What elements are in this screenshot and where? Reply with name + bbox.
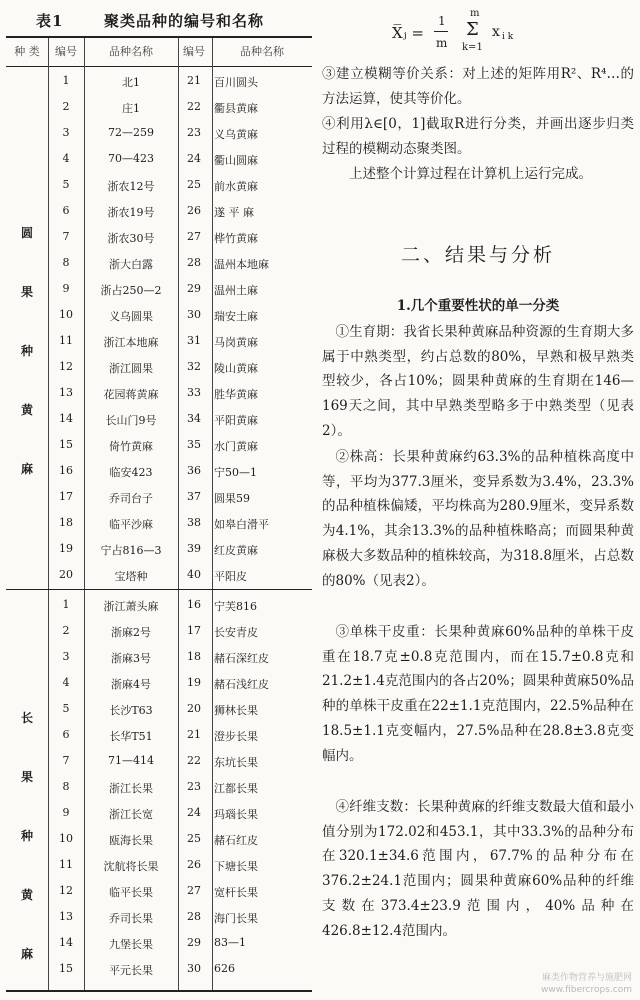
table-bottom-rule (6, 990, 312, 992)
variety-name: 长沙T63 (109, 704, 153, 717)
header-name-2: 品种名称 (240, 45, 284, 58)
variety-name: 赭石红皮 (214, 834, 258, 847)
variety-name: 倚竹黄麻 (109, 440, 153, 453)
variety-number: 4 (62, 676, 70, 689)
variety-number: 7 (62, 754, 70, 767)
table-row (48, 224, 312, 250)
formula-frac-num: 1 (438, 14, 446, 28)
variety-number: 30 (187, 962, 201, 975)
variety-name: 瑞安土麻 (214, 310, 258, 323)
table-number: 表1 (36, 12, 64, 30)
variety-number: 15 (59, 438, 73, 451)
variety-name: 如皋白滑平 (214, 518, 269, 531)
table-row (48, 826, 312, 852)
table-row (48, 644, 312, 670)
variety-name: 遂 平 麻 (214, 206, 254, 219)
variety-name: 花园蒋黄麻 (103, 388, 159, 401)
variety-name: 胜华黄麻 (214, 388, 258, 401)
variety-number: 3 (62, 126, 70, 139)
table-row (48, 328, 312, 354)
variety-number: 6 (62, 728, 70, 741)
group-long-fruit (6, 592, 312, 988)
variety-number: 8 (62, 780, 70, 793)
variety-number: 35 (187, 438, 201, 451)
table-row (48, 748, 312, 774)
variety-number: 40 (187, 568, 201, 581)
variety-number: 34 (187, 412, 201, 425)
variety-number: 36 (187, 464, 201, 477)
variety-number: 39 (187, 542, 201, 555)
variety-name: 72—259 (108, 126, 154, 139)
table-row (48, 852, 312, 878)
variety-name: 沈航将长果 (103, 860, 159, 873)
variety-number: 6 (62, 204, 70, 217)
variety-name: 义乌圆果 (109, 310, 153, 323)
variety-name: 赭石深红皮 (214, 652, 269, 665)
variety-number: 17 (187, 624, 201, 637)
variety-name: 水门黄麻 (214, 440, 258, 453)
header-name-1: 品种名称 (109, 45, 153, 58)
formula-frac-bar (434, 31, 448, 32)
text-column (322, 0, 634, 1000)
table-row (48, 722, 312, 748)
table-row (48, 774, 312, 800)
variety-name: 70—423 (108, 152, 154, 165)
table-row (48, 380, 312, 406)
group-label-char: 黄 (20, 403, 33, 417)
table-title: 聚类品种的编号和名称 (104, 12, 265, 30)
table-row (48, 618, 312, 644)
variety-number: 32 (187, 360, 201, 373)
variety-name: 百川圆头 (214, 76, 258, 89)
table-caption (6, 10, 312, 32)
header-type: 种 类 (14, 45, 40, 58)
table-row (48, 120, 312, 146)
variety-number: 29 (187, 282, 201, 295)
variety-name: 浙江圆果 (109, 362, 153, 375)
formula-sum-bottom: k=1 (462, 42, 483, 53)
group-label-char: 麻 (20, 947, 33, 961)
variety-name: 长山门9号 (105, 414, 157, 427)
table-row (48, 172, 312, 198)
variety-number: 9 (62, 282, 70, 295)
variety-number: 19 (187, 676, 201, 689)
variety-number: 17 (59, 490, 73, 503)
variety-name: 赭石浅红皮 (214, 678, 269, 691)
variety-number: 27 (187, 230, 201, 243)
table-row (48, 406, 312, 432)
variety-number: 14 (59, 936, 73, 949)
variety-name: 玛瑙长果 (214, 808, 258, 821)
header-rule (6, 66, 312, 67)
variety-name: 江都长果 (214, 782, 258, 795)
variety-number: 12 (59, 360, 73, 373)
table-row (48, 276, 312, 302)
group-label-char: 麻 (20, 462, 33, 476)
variety-name: 温州土麻 (214, 284, 258, 297)
variety-name: 平元长果 (109, 964, 153, 977)
group-label-char: 果 (20, 285, 33, 299)
group-label-char: 种 (20, 829, 33, 843)
variety-number: 23 (187, 780, 201, 793)
variety-number: 11 (59, 858, 73, 871)
group-divider-rule (6, 589, 312, 590)
variety-number: 5 (62, 178, 70, 191)
variety-number: 28 (187, 256, 201, 269)
group-label-char: 圆 (20, 226, 33, 240)
formula-sum-symbol: Σ (466, 19, 479, 40)
variety-name: 83—1 (214, 936, 246, 949)
variety-number: 10 (59, 308, 73, 321)
variety-name: 前水黄麻 (214, 180, 258, 193)
variety-number: 5 (62, 702, 70, 715)
paragraph-plant-height: ②株高：长果种黄麻约63.3%的品种植株高度中等，平均为377.3厘米，变异系数为3.4%，23.3%的品种植株偏矮，平均株高为280.9厘米，变异系数为4.1%，其余13.3%的品种植株略高；而圆果种黄麻极大多数品种的植株较高，为318.8厘米，占总数的80%（见表2）。 (322, 449, 634, 589)
variety-name: 瓯海长果 (109, 834, 153, 847)
table-row (48, 930, 312, 956)
variety-name: 衢县黄麻 (214, 102, 258, 115)
variety-name: 71—414 (108, 754, 154, 767)
variety-number: 13 (59, 386, 73, 399)
variety-name: 红皮黄麻 (214, 544, 258, 557)
formula-term-sub: i k (502, 32, 514, 42)
variety-number: 8 (62, 256, 70, 269)
table-row (48, 354, 312, 380)
variety-name: 浙麻3号 (111, 652, 151, 665)
watermark-line-2: www.fibercrops.com (541, 985, 632, 995)
variety-number: 16 (187, 598, 201, 611)
variety-number: 21 (187, 74, 201, 87)
variety-number: 12 (59, 884, 73, 897)
variety-number: 26 (187, 204, 201, 217)
variety-number: 28 (187, 910, 201, 923)
paragraph-growth-period: ①生育期：我省长果种黄麻品种资源的生育期大多属于中熟类型，约占总数的80%，早熟和极早熟类型较少，各占10%；圆果种黄麻的生育期在146—169天之间，其中早熟类型略多于中熟类型（见表2）。 (322, 324, 634, 439)
formula-sum-top: m (470, 8, 480, 19)
variety-number: 11 (59, 334, 73, 347)
group-label-char: 果 (20, 770, 33, 784)
variety-number: 18 (59, 516, 73, 529)
variety-name: 陵山黄麻 (214, 362, 258, 375)
variety-name: 北1 (122, 76, 140, 89)
variety-name: 宁占816—3 (100, 544, 162, 557)
variety-number: 1 (62, 598, 70, 611)
paragraph-fiber-count: ④纤维支数：长果种黄麻的纤维支数最大值和最小值分别为172.02和453.1，其中33.3%的品种分布在320.1±34.6范围内，67.7%的品种分布在376.2±24.1范围内；圆果种黄麻60%品种的纤维支数在373.4±23.9范围内，40%品种在426.8±12.4范围内。 (322, 799, 634, 939)
step-summary-text: 上述整个计算过程在计算机上运行完成。 (349, 166, 592, 182)
variety-number: 23 (187, 126, 201, 139)
variety-name: 乔司台子 (109, 492, 153, 505)
variety-name: 乔司长果 (109, 912, 153, 925)
variety-name: 马岗黄麻 (214, 336, 258, 349)
variety-number: 19 (59, 542, 73, 555)
variety-number: 27 (187, 884, 201, 897)
variety-number: 2 (62, 624, 70, 637)
formula-lhs: X̅ⱼ = (392, 24, 424, 42)
variety-name: 衢山圆麻 (214, 154, 258, 167)
variety-number: 31 (187, 334, 201, 347)
variety-name: 宽杆长果 (214, 886, 258, 899)
formula-term: x (492, 24, 500, 40)
mean-formula (392, 6, 582, 56)
variety-name: 桦竹黄麻 (214, 232, 258, 245)
section-title: 二、结果与分析 (400, 244, 555, 266)
variety-name: 浙江萧头麻 (103, 600, 159, 613)
table-row (48, 458, 312, 484)
table-row (48, 670, 312, 696)
variety-name: 平阳黄麻 (214, 414, 258, 427)
variety-name: 临安423 (109, 466, 153, 479)
variety-name: 宁芙816 (214, 600, 257, 613)
table-row (48, 878, 312, 904)
group-label (6, 224, 48, 477)
step-4-text: ④利用λ∈[0，1]截取R进行分类，并画出逐步归类过程的模糊动态聚类图。 (322, 116, 634, 157)
table-row (48, 562, 312, 588)
header-number-1: 编号 (55, 45, 77, 58)
group-round-fruit (6, 68, 312, 588)
variety-name: 浙农30号 (107, 232, 155, 245)
variety-name: 庄1 (122, 102, 140, 115)
variety-number: 22 (187, 100, 201, 113)
group-label-char: 黄 (20, 888, 33, 902)
group-label-char: 长 (20, 711, 33, 725)
variety-number: 2 (62, 100, 70, 113)
variety-number: 30 (187, 308, 201, 321)
subsection-title: 1.几个重要性状的单一分类 (396, 298, 560, 314)
variety-name: 长安青皮 (214, 626, 258, 639)
variety-number: 9 (62, 806, 70, 819)
group-label (6, 709, 48, 962)
variety-name: 海门长果 (214, 912, 258, 925)
variety-name: 宁50—1 (214, 466, 257, 479)
variety-number: 20 (59, 568, 73, 581)
variety-number: 22 (187, 754, 201, 767)
variety-name: 下塘长果 (214, 860, 258, 873)
step-3-text: ③建立模糊等价关系：对上述的矩阵用R²、R⁴…的方法运算，使其等价化。 (322, 66, 634, 107)
table-row (48, 146, 312, 172)
table-row (48, 198, 312, 224)
variety-number: 18 (187, 650, 201, 663)
table-row (48, 800, 312, 826)
variety-number: 20 (187, 702, 201, 715)
variety-number: 25 (187, 832, 201, 845)
table-row (48, 592, 312, 618)
variety-name: 平阳皮 (214, 570, 247, 583)
formula-frac-den: m (436, 36, 448, 50)
variety-number: 24 (187, 152, 201, 165)
variety-number: 14 (59, 412, 73, 425)
table-row (48, 484, 312, 510)
variety-name: 浙江长宽 (109, 808, 153, 821)
variety-name: 长华T51 (109, 730, 153, 743)
variety-number: 26 (187, 858, 201, 871)
variety-name: 临平沙麻 (109, 518, 153, 531)
variety-number: 29 (187, 936, 201, 949)
variety-number: 37 (187, 490, 201, 503)
table-row (48, 94, 312, 120)
table-row (48, 302, 312, 328)
variety-name: 温州本地麻 (214, 258, 269, 271)
variety-number: 33 (187, 386, 201, 399)
group-label-char: 种 (20, 344, 33, 358)
site-watermark (541, 972, 632, 996)
variety-number: 21 (187, 728, 201, 741)
variety-name: 圆果59 (214, 492, 250, 505)
table-row (48, 696, 312, 722)
variety-number: 15 (59, 962, 73, 975)
variety-number: 24 (187, 806, 201, 819)
variety-number: 1 (62, 74, 70, 87)
variety-number: 13 (59, 910, 73, 923)
variety-name: 浙大白露 (109, 258, 153, 271)
table-row (48, 68, 312, 94)
table-row (48, 250, 312, 276)
variety-name: 狮林长果 (214, 704, 258, 717)
watermark-line-1: 麻类作物营养与施肥网 (541, 973, 632, 983)
variety-name: 九堡长果 (109, 938, 153, 951)
table-row (48, 956, 312, 982)
variety-number: 3 (62, 650, 70, 663)
variety-number: 10 (59, 832, 73, 845)
table-top-rule (6, 36, 312, 38)
variety-number: 38 (187, 516, 201, 529)
paragraph-dry-bark-weight: ③单株干皮重：长果种黄麻60%品种的单株干皮重在18.7克±0.8克范围内，而在15.7±0.8克和21.2±1.4克范围内的各占20%；圆果种黄麻50%品种的单株干皮重在22±1.1克范围内，22.5%品种在18.5±1.1克变幅内，27.5%品种在28.8±3.8克变幅内。 (322, 624, 634, 764)
variety-number: 25 (187, 178, 201, 191)
variety-name: 浙江长果 (109, 782, 153, 795)
variety-name: 宝塔种 (114, 570, 148, 583)
table-row (48, 510, 312, 536)
variety-name: 浙农19号 (107, 206, 155, 219)
variety-name: 浙麻4号 (111, 678, 151, 691)
variety-name: 浙农12号 (107, 180, 155, 193)
table-row (48, 904, 312, 930)
variety-name: 浙江本地麻 (103, 336, 159, 349)
variety-number: 7 (62, 230, 70, 243)
variety-name: 浙占250—2 (100, 284, 162, 297)
variety-number: 4 (62, 152, 70, 165)
variety-name: 义乌黄麻 (214, 128, 258, 141)
header-number-2: 编号 (183, 45, 205, 58)
table-row (48, 432, 312, 458)
variety-name: 626 (214, 962, 235, 975)
table-row (48, 536, 312, 562)
variety-name: 临平长果 (109, 886, 153, 899)
variety-table (6, 4, 312, 994)
variety-name: 澄步长果 (214, 730, 258, 743)
variety-number: 16 (59, 464, 73, 477)
variety-name: 东坑长果 (214, 756, 258, 769)
variety-name: 浙麻2号 (111, 626, 151, 639)
